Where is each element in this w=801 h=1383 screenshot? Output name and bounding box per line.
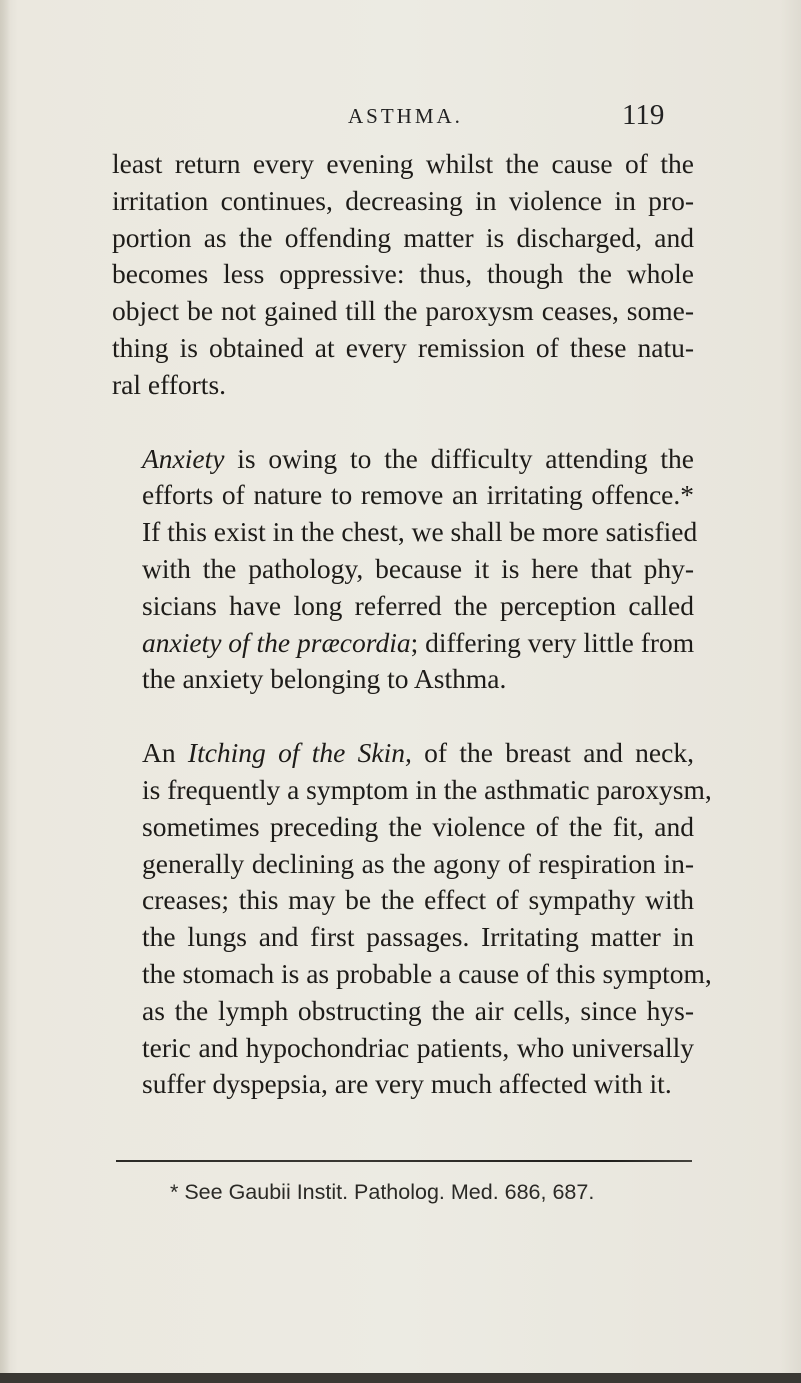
text-line: the stomach is as probable a cause of this symptom, bbox=[142, 957, 712, 989]
paragraph-2-anxiety bbox=[112, 441, 698, 699]
text-line: creases; this may be the effect of sympathy with bbox=[142, 884, 694, 916]
body-text bbox=[112, 146, 712, 1103]
text-run: of the breast and neck, bbox=[411, 737, 694, 769]
text-line: If this exist in the chest, we shall be more satisfied bbox=[142, 516, 698, 548]
text-line: sometimes preceding the violence of the fit, and bbox=[142, 810, 694, 842]
text-line: portion as the offending matter is discharged, and bbox=[112, 221, 694, 253]
text-line bbox=[112, 735, 694, 772]
text-line: suffer dyspepsia, are very much affected with it. bbox=[142, 1068, 672, 1100]
running-head: ASTHMA. bbox=[348, 104, 463, 128]
text-line: irritation continues, decreasing in violence in pro- bbox=[112, 184, 694, 216]
text-run: An bbox=[142, 737, 188, 769]
text-line: object be not gained till the paroxysm ceases, some- bbox=[112, 295, 694, 327]
text-line: generally declining as the agony of respiration in- bbox=[142, 847, 694, 879]
footnote-divider bbox=[116, 1160, 692, 1162]
footnote: * See Gaubii Instit. Patholog. Med. 686, 687. bbox=[170, 1180, 595, 1204]
text-line: becomes less oppressive: thus, though the whole bbox=[112, 258, 694, 290]
text-run: is owing to the difficulty attending the bbox=[224, 442, 694, 474]
text-line: thing is obtained at every remission of these natu- bbox=[112, 331, 694, 363]
italic-term-anxiety-praecordia: anxiety of the præcordia bbox=[142, 626, 411, 658]
italic-term-anxiety: Anxiety bbox=[142, 442, 225, 474]
text-line: teric and hypochondriac patients, who universally bbox=[142, 1031, 694, 1063]
italic-term-itching: Itching of the Skin, bbox=[187, 737, 412, 769]
text-line: the lungs and first passages. Irritating matter in bbox=[142, 921, 694, 953]
text-run: ; differing very little from bbox=[410, 626, 695, 658]
paragraph-3-itching bbox=[112, 735, 712, 1103]
paragraph-1 bbox=[112, 146, 694, 404]
text-line: as the lymph obstructing the air cells, since hys- bbox=[142, 994, 694, 1026]
text-line: least return every evening whilst the cause of the bbox=[112, 148, 694, 179]
text-line: sicians have long referred the perception called bbox=[142, 589, 694, 621]
text-line: is frequently a symptom in the asthmatic paroxysm, bbox=[142, 773, 712, 805]
page-number: 119 bbox=[622, 99, 665, 131]
text-line bbox=[112, 625, 694, 662]
text-line bbox=[112, 441, 694, 478]
text-line: efforts of nature to remove an irritating offence.* bbox=[142, 479, 694, 511]
text-line: ral efforts. bbox=[112, 368, 227, 400]
text-line: with the pathology, because it is here that phy- bbox=[142, 552, 694, 584]
page-bottom-edge bbox=[0, 1373, 801, 1383]
text-line: the anxiety belonging to Asthma. bbox=[142, 663, 507, 695]
page-left-edge-shadow bbox=[0, 0, 10, 1383]
